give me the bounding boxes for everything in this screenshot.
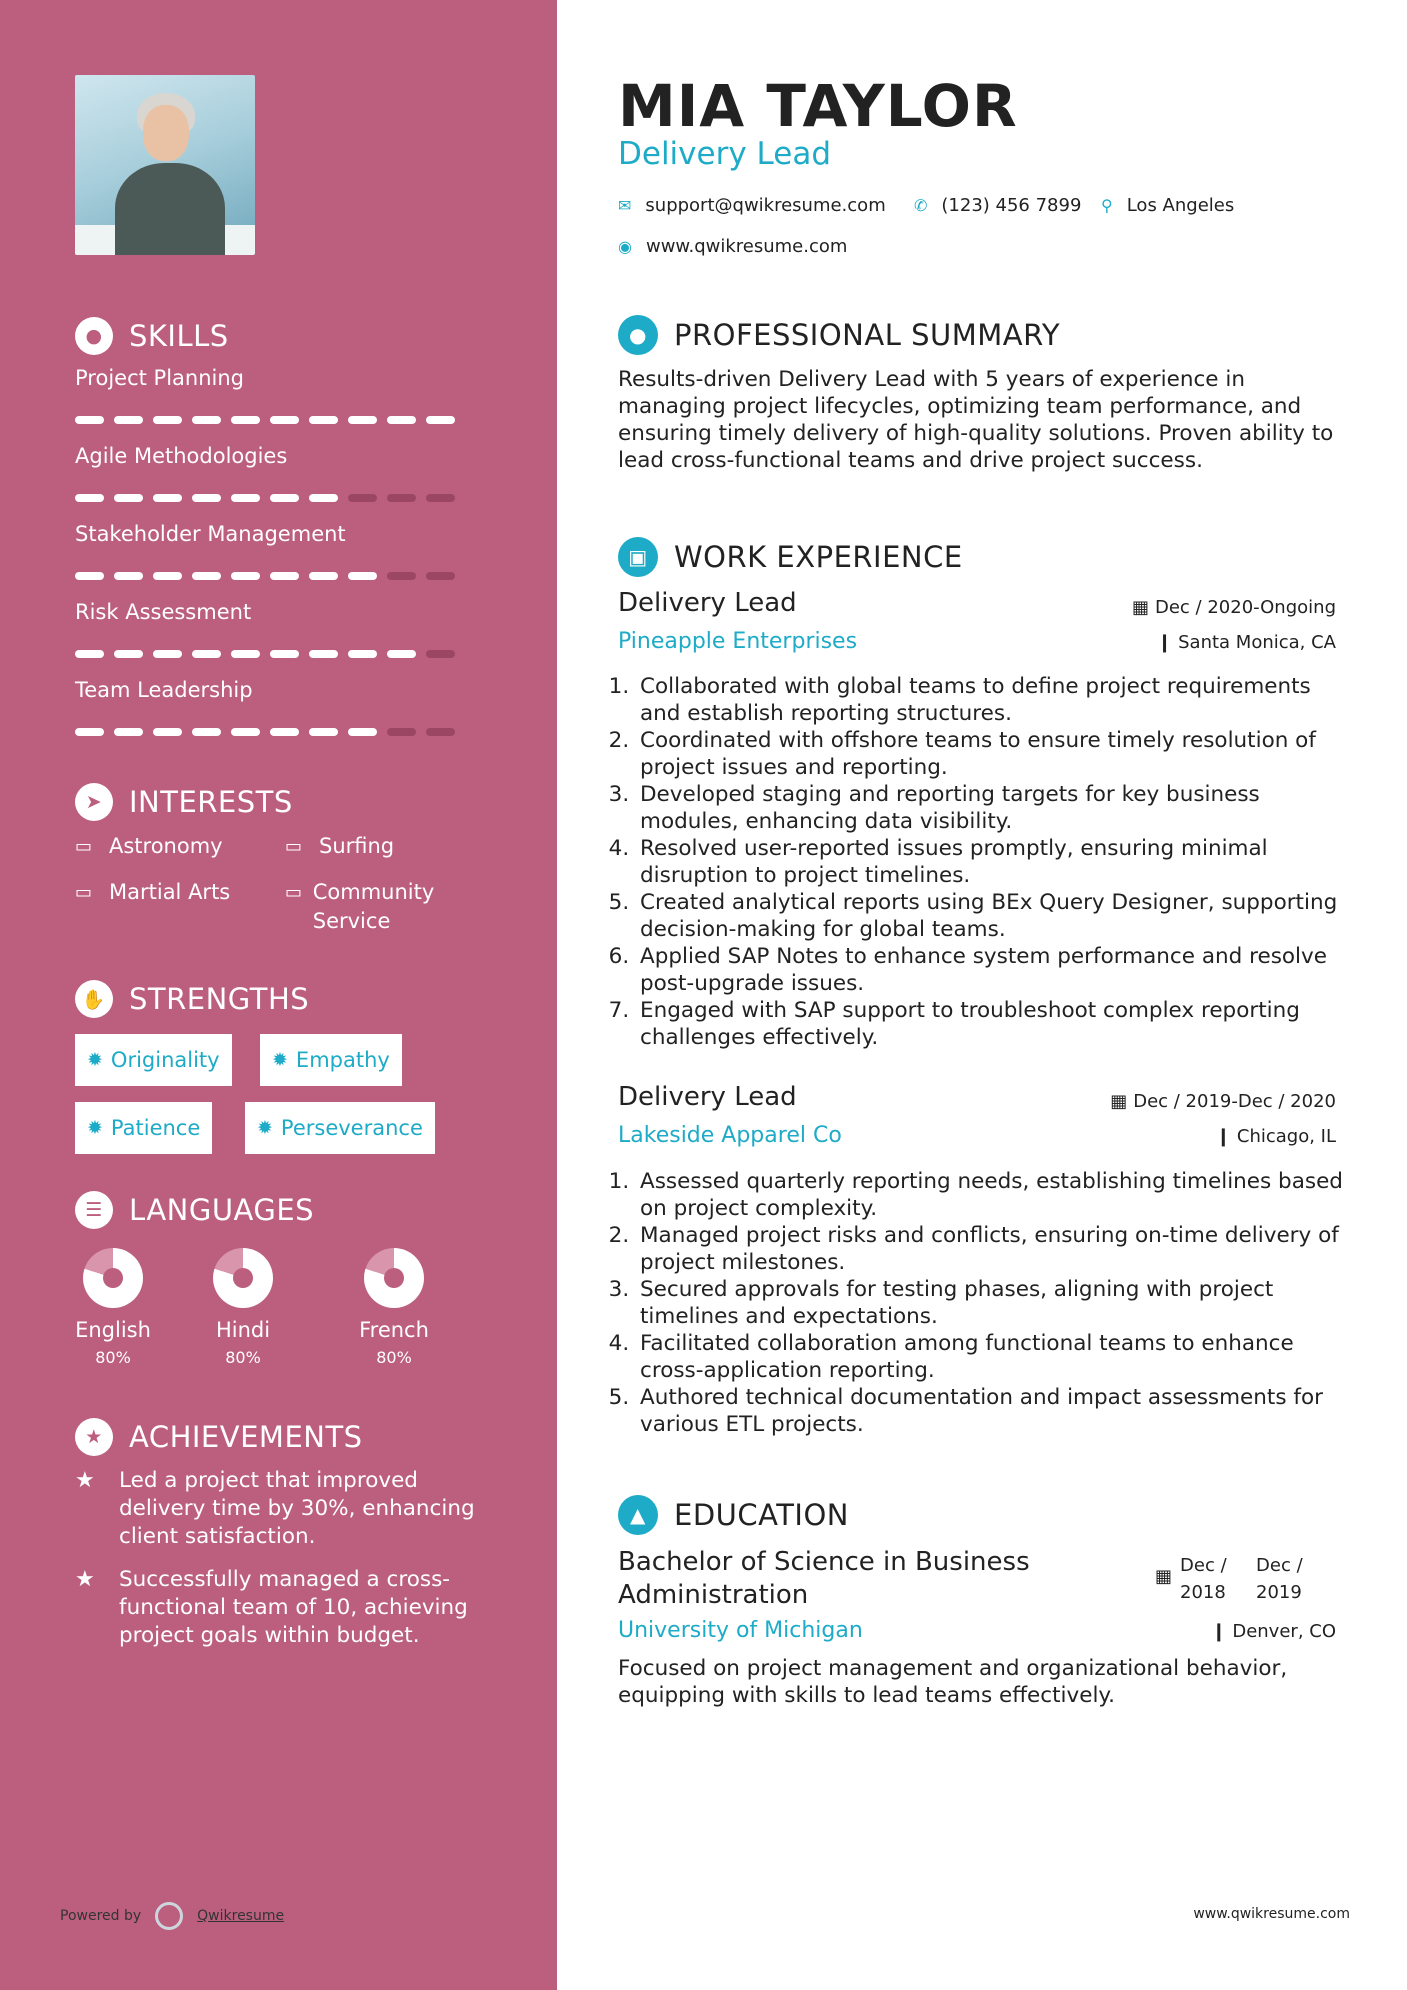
contact-email: ✉ support@qwikresume.com: [618, 195, 886, 216]
skill-level-dash: [387, 728, 416, 736]
language-item: English 80%: [68, 1248, 158, 1367]
book-icon: ▭: [285, 882, 303, 903]
skill-level-bar: [75, 650, 455, 658]
languages-heading: ☰ LANGUAGES: [75, 1191, 314, 1229]
skill-level-dash: [153, 728, 182, 736]
skill-level-bar: [75, 416, 455, 424]
skill-level-bar: [75, 494, 455, 502]
job-location: ❙ Chicago, IL: [1215, 1126, 1336, 1147]
list-item: 2. Coordinated with offshore teams to ensure timely resolution of project issues and reporting.: [636, 727, 1358, 781]
skill-level-dash: [348, 416, 377, 424]
list-item: 3. Developed staging and reporting targets for key business modules, enhancing data visibility.: [636, 781, 1358, 835]
skill-level-dash: [231, 494, 260, 502]
badge-icon: ✹: [87, 1117, 103, 1139]
pushpin-icon: ❙: [1211, 1621, 1227, 1642]
list-item: 1. Collaborated with global teams to define project requirements and establish reporting structures.: [636, 673, 1358, 727]
shooting-star-icon: ★: [75, 1567, 95, 1592]
star-icon: ★: [75, 1418, 113, 1456]
candidate-role: Delivery Lead: [618, 136, 832, 172]
book-icon: ▭: [285, 836, 303, 857]
interest-item: ▭ Astronomy: [75, 832, 223, 861]
interests-heading: ➤ INTERESTS: [75, 783, 293, 821]
skill-name: Stakeholder Management: [75, 522, 346, 546]
skill-level-dash: [75, 728, 104, 736]
interest-item: ▭ Community Service: [285, 878, 465, 936]
strength-chip: ✹ Originality: [75, 1034, 232, 1086]
language-level-chart: [83, 1248, 143, 1308]
job-title: Delivery Lead: [618, 588, 797, 618]
skill-level-dash: [75, 494, 104, 502]
skill-level-dash: [75, 416, 104, 424]
qwikresume-link[interactable]: Qwikresume: [197, 1908, 285, 1924]
language-item: French 80%: [349, 1248, 439, 1367]
skill-level-dash: [192, 416, 221, 424]
skill-level-dash: [270, 416, 299, 424]
list-item: 4. Resolved user-reported issues promptly, ensuring minimal disruption to project timelines.: [636, 835, 1358, 889]
language-level-chart: [213, 1248, 273, 1308]
skill-level-dash: [270, 494, 299, 502]
skill-level-dash: [192, 650, 221, 658]
job-location: ❙ Santa Monica, CA: [1157, 632, 1336, 653]
skill-level-dash: [192, 494, 221, 502]
list-item: 4. Facilitated collaboration among functional teams to enhance cross-application reporting.: [636, 1330, 1358, 1384]
job-dates: ▦ Dec / 2020-Ongoing: [1131, 597, 1336, 618]
skill-level-dash: [426, 650, 455, 658]
skill-name: Agile Methodologies: [75, 444, 288, 468]
experience-heading: ▣ WORK EXPERIENCE: [618, 537, 963, 577]
language-icon: ☰: [75, 1191, 113, 1229]
list-item: 6. Applied SAP Notes to enhance system performance and resolve post-upgrade issues.: [636, 943, 1358, 997]
strength-chip: ✹ Perseverance: [245, 1102, 435, 1154]
skill-level-dash: [348, 494, 377, 502]
skill-level-dash: [114, 416, 143, 424]
badge-icon: ✹: [87, 1049, 103, 1071]
shooting-star-icon: ★: [75, 1468, 95, 1493]
skill-level-dash: [348, 650, 377, 658]
list-item: 5. Created analytical reports using BEx Query Designer, supporting decision-making for global teams.: [636, 889, 1358, 943]
education-description: Focused on project management and organizational behavior, equipping with skills to lead teams effectively.: [618, 1656, 1288, 1708]
interest-item: ▭ Surfing: [285, 832, 394, 861]
qwikresume-logo-icon: [155, 1902, 183, 1930]
strengths-heading: ✋ STRENGTHS: [75, 980, 309, 1018]
strength-chip: ✹ Empathy: [260, 1034, 402, 1086]
skill-level-dash: [309, 650, 338, 658]
lightbulb-icon: ●: [75, 317, 113, 355]
skill-level-dash: [309, 572, 338, 580]
interest-item: ▭ Martial Arts: [75, 878, 230, 907]
list-item: 3. Secured approvals for testing phases, aligning with project timelines and expectations.: [636, 1276, 1358, 1330]
skill-level-dash: [426, 416, 455, 424]
skill-level-dash: [114, 728, 143, 736]
main-content: [557, 0, 1407, 1990]
office-chair-icon: ▣: [618, 537, 658, 577]
job-company: Pineapple Enterprises: [618, 629, 858, 654]
job-bullets: [618, 1168, 1358, 1438]
list-item: 7. Engaged with SAP support to troubleshoot complex reporting challenges effectively.: [636, 997, 1358, 1051]
badge-icon: ✹: [257, 1117, 273, 1139]
achievement-item: ★ Successfully managed a cross-functional team of 10, achieving project goals within budget.: [75, 1567, 468, 1648]
language-item: Hindi 80%: [198, 1248, 288, 1367]
skill-level-dash: [270, 650, 299, 658]
skill-level-dash: [387, 572, 416, 580]
skill-name: Risk Assessment: [75, 600, 252, 624]
job-title: Delivery Lead: [618, 1082, 797, 1112]
skill-level-bar: [75, 728, 455, 736]
achievement-item: ★ Led a project that improved delivery time by 30%, enhancing client satisfaction.: [75, 1468, 475, 1549]
language-level-chart: [364, 1248, 424, 1308]
skill-level-dash: [426, 572, 455, 580]
skill-name: Project Planning: [75, 366, 244, 390]
skill-level-dash: [153, 494, 182, 502]
candidate-name: MIA TAYLOR: [618, 72, 1018, 140]
skill-level-dash: [153, 650, 182, 658]
skill-level-dash: [231, 728, 260, 736]
skills-heading: ● SKILLS: [75, 317, 229, 355]
contact-location: ⚲ Los Angeles: [1101, 195, 1235, 216]
skill-level-dash: [75, 572, 104, 580]
skill-level-dash: [114, 650, 143, 658]
summary-heading: ● PROFESSIONAL SUMMARY: [618, 315, 1060, 355]
raised-fist-icon: ✋: [75, 980, 113, 1018]
phone-icon: ✆: [914, 196, 928, 215]
powered-by: Powered by Qwikresume: [60, 1902, 284, 1930]
education-location: ❙ Denver, CO: [1211, 1621, 1336, 1642]
globe-icon: ◉: [618, 237, 632, 256]
calendar-icon: ▦: [1131, 597, 1149, 618]
skill-level-dash: [387, 494, 416, 502]
skill-level-dash: [348, 572, 377, 580]
sidebar: [0, 0, 557, 1990]
skill-level-dash: [309, 494, 338, 502]
map-pin-icon: ⚲: [1101, 196, 1113, 215]
paper-plane-icon: ➤: [75, 783, 113, 821]
skill-level-dash: [309, 728, 338, 736]
skill-level-dash: [348, 728, 377, 736]
skill-level-dash: [231, 572, 260, 580]
skill-level-dash: [231, 650, 260, 658]
skill-level-dash: [387, 650, 416, 658]
list-item: 1. Assessed quarterly reporting needs, establishing timelines based on project complexity.: [636, 1168, 1358, 1222]
calendar-icon: ▦: [1110, 1091, 1128, 1112]
contact-phone: ✆ (123) 456 7899: [914, 195, 1082, 216]
skill-level-dash: [426, 728, 455, 736]
skill-level-dash: [114, 572, 143, 580]
school-name: University of Michigan: [618, 1618, 863, 1643]
skill-level-dash: [75, 650, 104, 658]
skill-level-dash: [153, 416, 182, 424]
calendar-icon: ▦: [1155, 1566, 1173, 1587]
user-icon: ●: [618, 315, 658, 355]
list-item: 2. Managed project risks and conflicts, ensuring on-time delivery of project milestones.: [636, 1222, 1358, 1276]
pushpin-icon: ❙: [1157, 632, 1173, 653]
skill-level-dash: [387, 416, 416, 424]
book-icon: ▭: [75, 836, 93, 857]
skill-level-dash: [114, 494, 143, 502]
job-bullets: [618, 673, 1358, 1051]
skill-level-dash: [153, 572, 182, 580]
footer-url[interactable]: www.qwikresume.com: [1193, 1906, 1350, 1922]
skill-name: Team Leadership: [75, 678, 253, 702]
achievements-heading: ★ ACHIEVEMENTS: [75, 1418, 363, 1456]
skill-level-dash: [192, 728, 221, 736]
pushpin-icon: ❙: [1215, 1126, 1231, 1147]
graduation-cap-icon: ▲: [618, 1495, 658, 1535]
skill-level-dash: [309, 416, 338, 424]
skill-level-dash: [270, 572, 299, 580]
envelope-icon: ✉: [618, 196, 632, 215]
book-icon: ▭: [75, 882, 93, 903]
education-dates: ▦ Dec / 2018 Dec / 2019: [1155, 1552, 1316, 1606]
list-item: 5. Authored technical documentation and impact assessments for various ETL projects.: [636, 1384, 1358, 1438]
job-dates: ▦ Dec / 2019-Dec / 2020: [1110, 1091, 1336, 1112]
skill-level-dash: [192, 572, 221, 580]
contact-website: ◉ www.qwikresume.com: [618, 236, 848, 257]
strength-chip: ✹ Patience: [75, 1102, 212, 1154]
summary-text: Results-driven Delivery Lead with 5 years of experience in managing project lifecycles, optimizing team performance, and ensuring timely delivery of high-quality solutions. Proven ability to lead cross-functional teams and drive project success.: [618, 367, 1334, 473]
skill-level-dash: [231, 416, 260, 424]
degree-title: Bachelor of Science in Business Administration: [618, 1547, 1030, 1610]
badge-icon: ✹: [272, 1049, 288, 1071]
education-heading: ▲ EDUCATION: [618, 1495, 849, 1535]
job-company: Lakeside Apparel Co: [618, 1123, 842, 1148]
skill-level-dash: [426, 494, 455, 502]
profile-photo: [75, 75, 255, 255]
skill-level-dash: [270, 728, 299, 736]
skill-level-bar: [75, 572, 455, 580]
